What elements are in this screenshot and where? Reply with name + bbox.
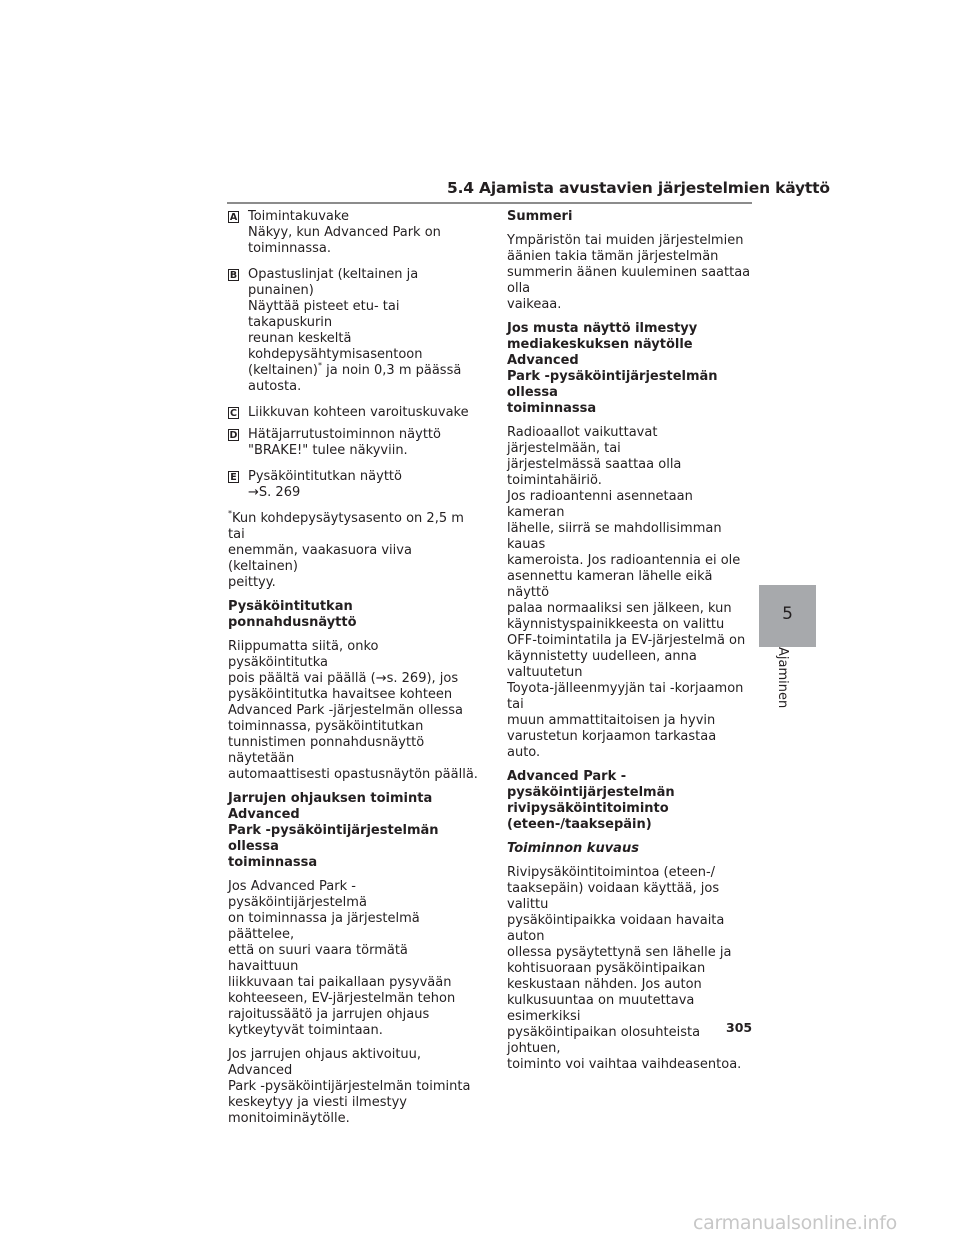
right-column <box>507 209 752 1081</box>
legend-line: "BRAKE!" tulee näkyviin. <box>248 443 408 458</box>
watermark: carmanualsonline.info <box>693 1212 897 1234</box>
marker-b: B <box>229 270 238 281</box>
body-paragraph: Rivipysäköintitoimintoa (eteen-/ taaksepäin) voidaan käyttää, jos valittu pysäköintipaikka voidaan havaita auton ollessa pysäytettynä sen lähelle ja kohtisuoraan pysäköintipaikan keskustaan nähden. Jos auton kulkusuuntaa on muutettava esimerkiksi pysäköintipaikan olosuhteista johtuen, toiminto voi vaihtaa vaihdeasentoa. <box>507 865 742 1072</box>
chapter-label: Ajaminen <box>775 647 790 709</box>
body-paragraph: Ympäristön tai muiden järjestelmien äänien takia tämän järjestelmän summerin äänen kuuleminen saattaa olla vaikeaa. <box>507 233 751 312</box>
section-heading: Jos musta näyttö ilmestyy mediakeskuksen näytölle Advanced Park -pysäköintijärjestelmän ollessa toiminnassa <box>507 321 718 416</box>
sub-heading: Toiminnon kuvaus <box>507 841 639 856</box>
legend-line: Opastuslinjat (keltainen ja punainen) <box>248 267 419 298</box>
legend-line: Hätäjarrutustoiminnon näyttö <box>248 427 441 442</box>
asterisk-mark: * <box>317 361 322 370</box>
section-heading: Advanced Park -pysäköintijärjestelmän rivipysäköintitoiminto (eteen-/taaksepäin) <box>507 769 675 832</box>
section-heading: Pysäköintitutkan ponnahdusnäyttö <box>228 599 357 630</box>
arrow-right-icon: → <box>248 485 259 500</box>
legend-item-c <box>228 405 478 421</box>
legend-line: Näyttää pisteet etu- tai takapuskurin <box>248 299 400 330</box>
legend-item-e <box>228 469 478 501</box>
legend-item-b <box>228 267 478 395</box>
asterisk-mark: * <box>228 509 232 518</box>
chapter-number: 5 <box>782 604 793 624</box>
body-paragraph: Jos Advanced Park -pysäköintijärjestelmä on toiminnassa ja järjestelmä päättelee, että on suuri vaara törmätä havaittuun liikkuvaan tai paikallaan pysyvään kohteeseen, EV-järjestelmän tehon rajoitussäätö ja jarrujen ohjaus kytkeytyvät toimintaan. <box>228 879 456 1038</box>
legend-line: Toimintakuvake <box>248 209 349 224</box>
legend-line-with-asterisk: (keltainen)* ja noin 0,3 m päässä <box>248 361 462 378</box>
legend-line: kohdepysähtymisasentoon <box>248 347 423 362</box>
footnote: *Kun kohdepysäytysasento on 2,5 m tai enemmän, vaakasuora viiva (keltainen) peittyy. <box>228 509 464 590</box>
page-reference-link[interactable]: s. 269), jos <box>386 671 459 686</box>
legend-line: Liikkuvan kohteen varoituskuvake <box>248 405 469 420</box>
legend-line: Pysäköintitutkan näyttö <box>248 469 402 484</box>
arrow-right-icon: → <box>375 671 387 686</box>
legend-item-a <box>228 209 478 257</box>
left-column <box>228 209 478 1135</box>
legend-line: reunan keskeltä <box>248 331 352 346</box>
section-header: 5.4 Ajamista avustavien järjestelmien käyttö <box>447 179 830 197</box>
legend-line: Näkyy, kun Advanced Park on <box>248 225 441 240</box>
page-reference-link[interactable]: →S. 269 <box>248 485 301 500</box>
marker-c: C <box>228 407 239 419</box>
section-heading: Summeri <box>507 209 573 224</box>
legend-line: toiminnassa. <box>248 241 332 256</box>
legend-line: autosta. <box>248 379 302 394</box>
section-heading: Jarrujen ohjauksen toiminta Advanced Park -pysäköintijärjestelmän ollessa toiminnassa <box>228 791 439 870</box>
page-number: 305 <box>726 1020 753 1035</box>
body-paragraph: Jos jarrujen ohjaus aktivoituu, Advanced Park -pysäköintijärjestelmän toiminta keskeytyy ja viesti ilmestyy monitoiminäytölle. <box>228 1047 471 1126</box>
marker-e: E <box>228 471 239 483</box>
body-paragraph: Riippumatta siitä, onko pysäköintitutka pois päältä vai päällä (→s. 269), jos pysäköintitutka havaitsee kohteen Advanced Park -järjestelmän ollessa toiminnassa, pysäköintitutkan tunnistimen ponnahdusnäyttö näytetään automaattisesti opastusnäytön päällä. <box>228 639 478 782</box>
marker-d: D <box>229 430 238 441</box>
section-divider <box>227 202 752 204</box>
body-paragraph: Radioaallot vaikuttavat järjestelmään, tai järjestelmässä saattaa olla toimintahäiriö. Jos radioantenni asennetaan kameran lähelle, siirrä se mahdollisimman kauas kameroista. Jos radioantennia ei ole asennettu kameran lähelle eikä näyttö palaa normaaliksi sen jälkeen, kun käynnistyspainikkeesta on valittu OFF-toimintatila ja EV-järjestelmä on käynnistetty uudelleen, anna valtuutetun Toyota-jälleenmyyjän tai -korjaamon tai muun ammattitaitoisen ja hyvin varustetun korjaamon tarkastaa auto. <box>507 425 746 760</box>
legend-item-d <box>228 427 478 459</box>
marker-a: A <box>229 212 238 223</box>
